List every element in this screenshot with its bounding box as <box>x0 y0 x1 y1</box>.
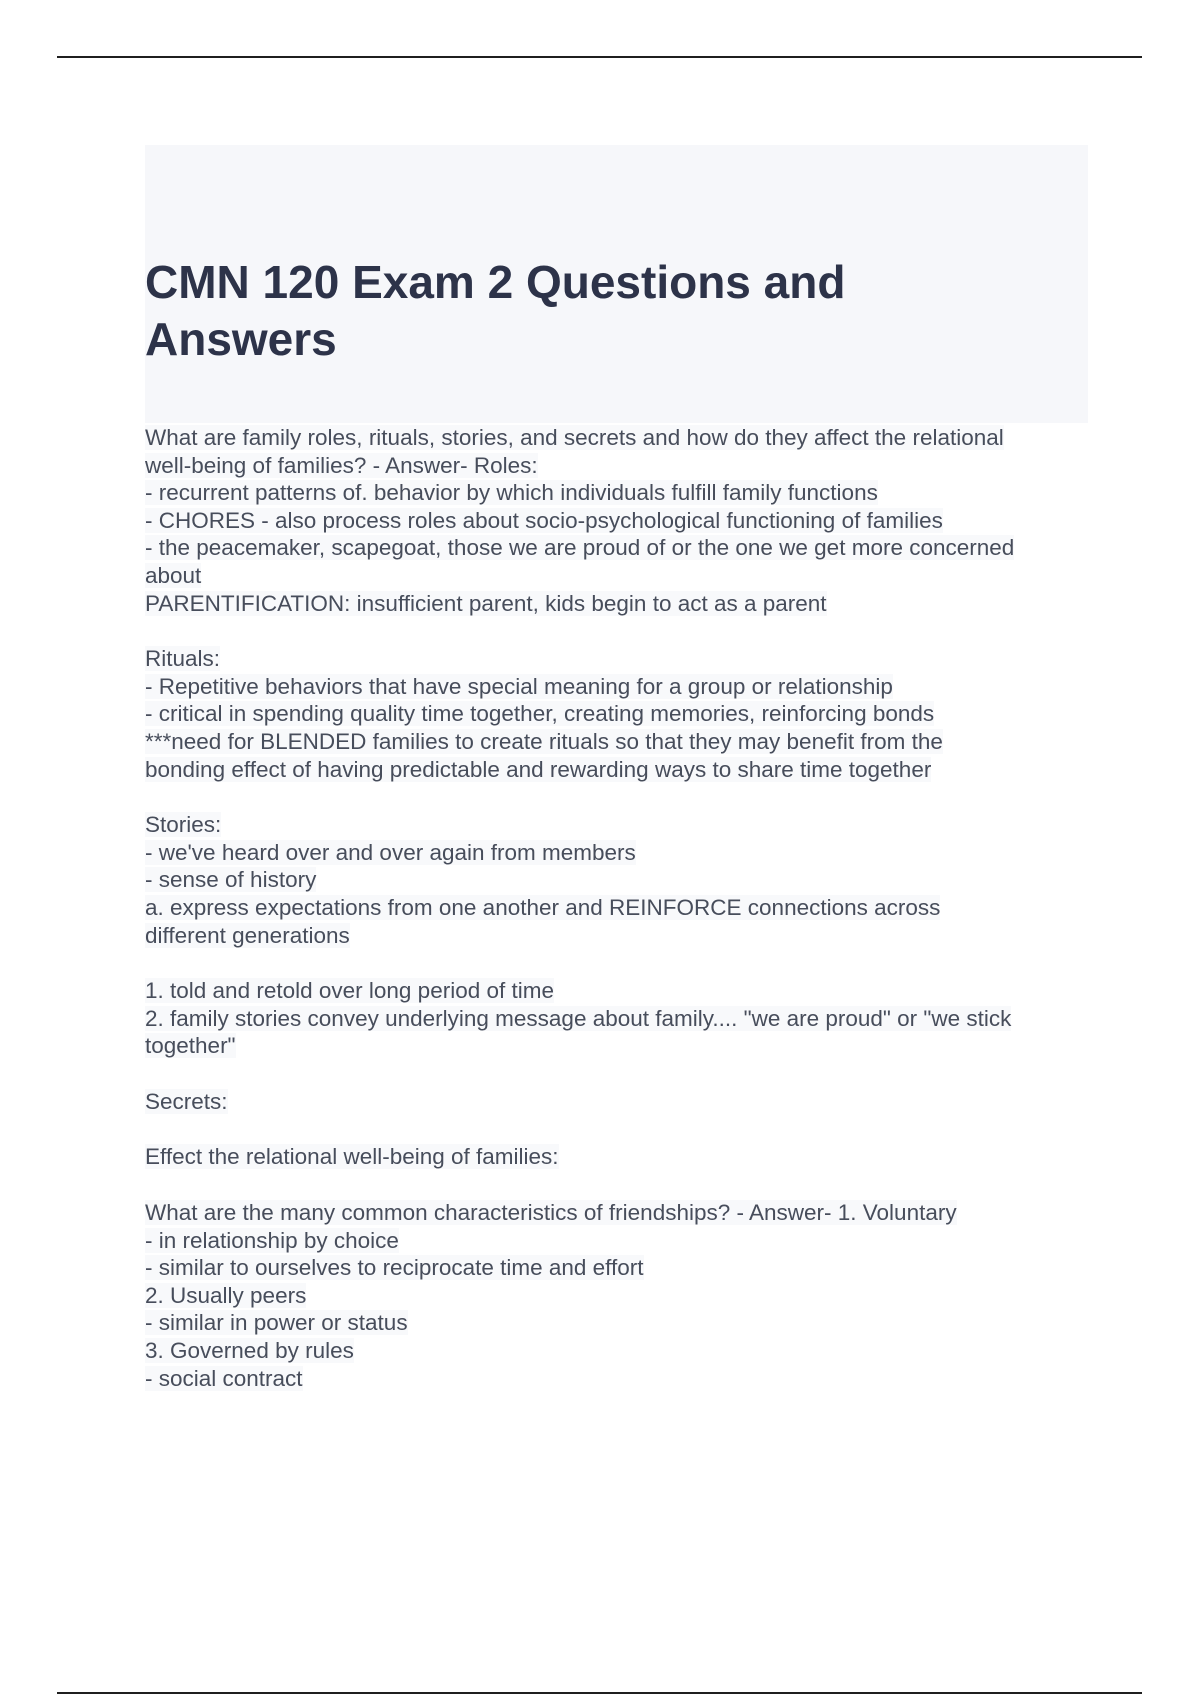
text-line: bonding effect of having predictable and rewarding ways to share time together <box>145 756 932 782</box>
text-line: Stories: <box>145 812 222 838</box>
text-line: different generations <box>145 922 350 948</box>
paragraph-rituals <box>145 645 1095 783</box>
paragraph-secrets <box>145 1088 1095 1116</box>
text-line: - the peacemaker, scapegoat, those we are proud of or the one we get more concerned <box>145 535 1015 561</box>
paragraph-family-roles <box>145 424 1095 617</box>
text-line: Effect the relational well-being of families: <box>145 1144 559 1170</box>
text-line: ***need for BLENDED families to create rituals so that they may benefit from the <box>145 728 943 754</box>
text-line: - similar to ourselves to reciprocate time and effort <box>145 1255 644 1281</box>
text-line: Secrets: <box>145 1088 228 1114</box>
text-line: a. express expectations from one another and REINFORCE connections across <box>145 894 941 920</box>
text-line: 2. Usually peers <box>145 1282 307 1308</box>
text-line: 2. family stories convey underlying message about family.... "we are proud" or "we stick <box>145 1005 1012 1031</box>
document-title: CMN 120 Exam 2 Questions and Answers <box>145 256 846 365</box>
text-line: What are family roles, rituals, stories, and secrets and how do they affect the relational <box>145 425 1004 450</box>
paragraph-effect <box>145 1143 1095 1171</box>
text-line: - sense of history <box>145 867 317 893</box>
text-line: 3. Governed by rules <box>145 1338 354 1364</box>
text-line: well-being of families? - Answer- Roles: <box>145 452 538 478</box>
text-line: - we've heard over and over again from members <box>145 839 636 865</box>
text-line: - CHORES - also process roles about socio-psychological functioning of families <box>145 507 943 533</box>
text-line: 1. told and retold over long period of time <box>145 978 554 1004</box>
text-line: about <box>145 562 202 588</box>
bottom-rule <box>57 1692 1142 1694</box>
text-line: - in relationship by choice <box>145 1227 399 1253</box>
text-line: Rituals: <box>145 646 221 672</box>
text-line: - social contract <box>145 1365 303 1391</box>
text-line: - recurrent patterns of. behavior by which individuals fulfill family functions <box>145 480 878 506</box>
text-line: PARENTIFICATION: insufficient parent, kids begin to act as a parent <box>145 590 827 616</box>
paragraph-stories <box>145 811 1095 949</box>
text-line: - similar in power or status <box>145 1310 408 1336</box>
paragraph-story-points <box>145 977 1095 1060</box>
document-body <box>145 424 1095 1420</box>
text-line: What are the many common characteristics of friendships? - Answer- 1. Voluntary <box>145 1200 957 1226</box>
text-line: together" <box>145 1033 236 1059</box>
paragraph-friendships <box>145 1199 1095 1392</box>
text-line: - critical in spending quality time together, creating memories, reinforcing bonds <box>145 701 935 727</box>
top-rule <box>57 56 1142 58</box>
text-line: - Repetitive behaviors that have special meaning for a group or relationship <box>145 673 893 699</box>
